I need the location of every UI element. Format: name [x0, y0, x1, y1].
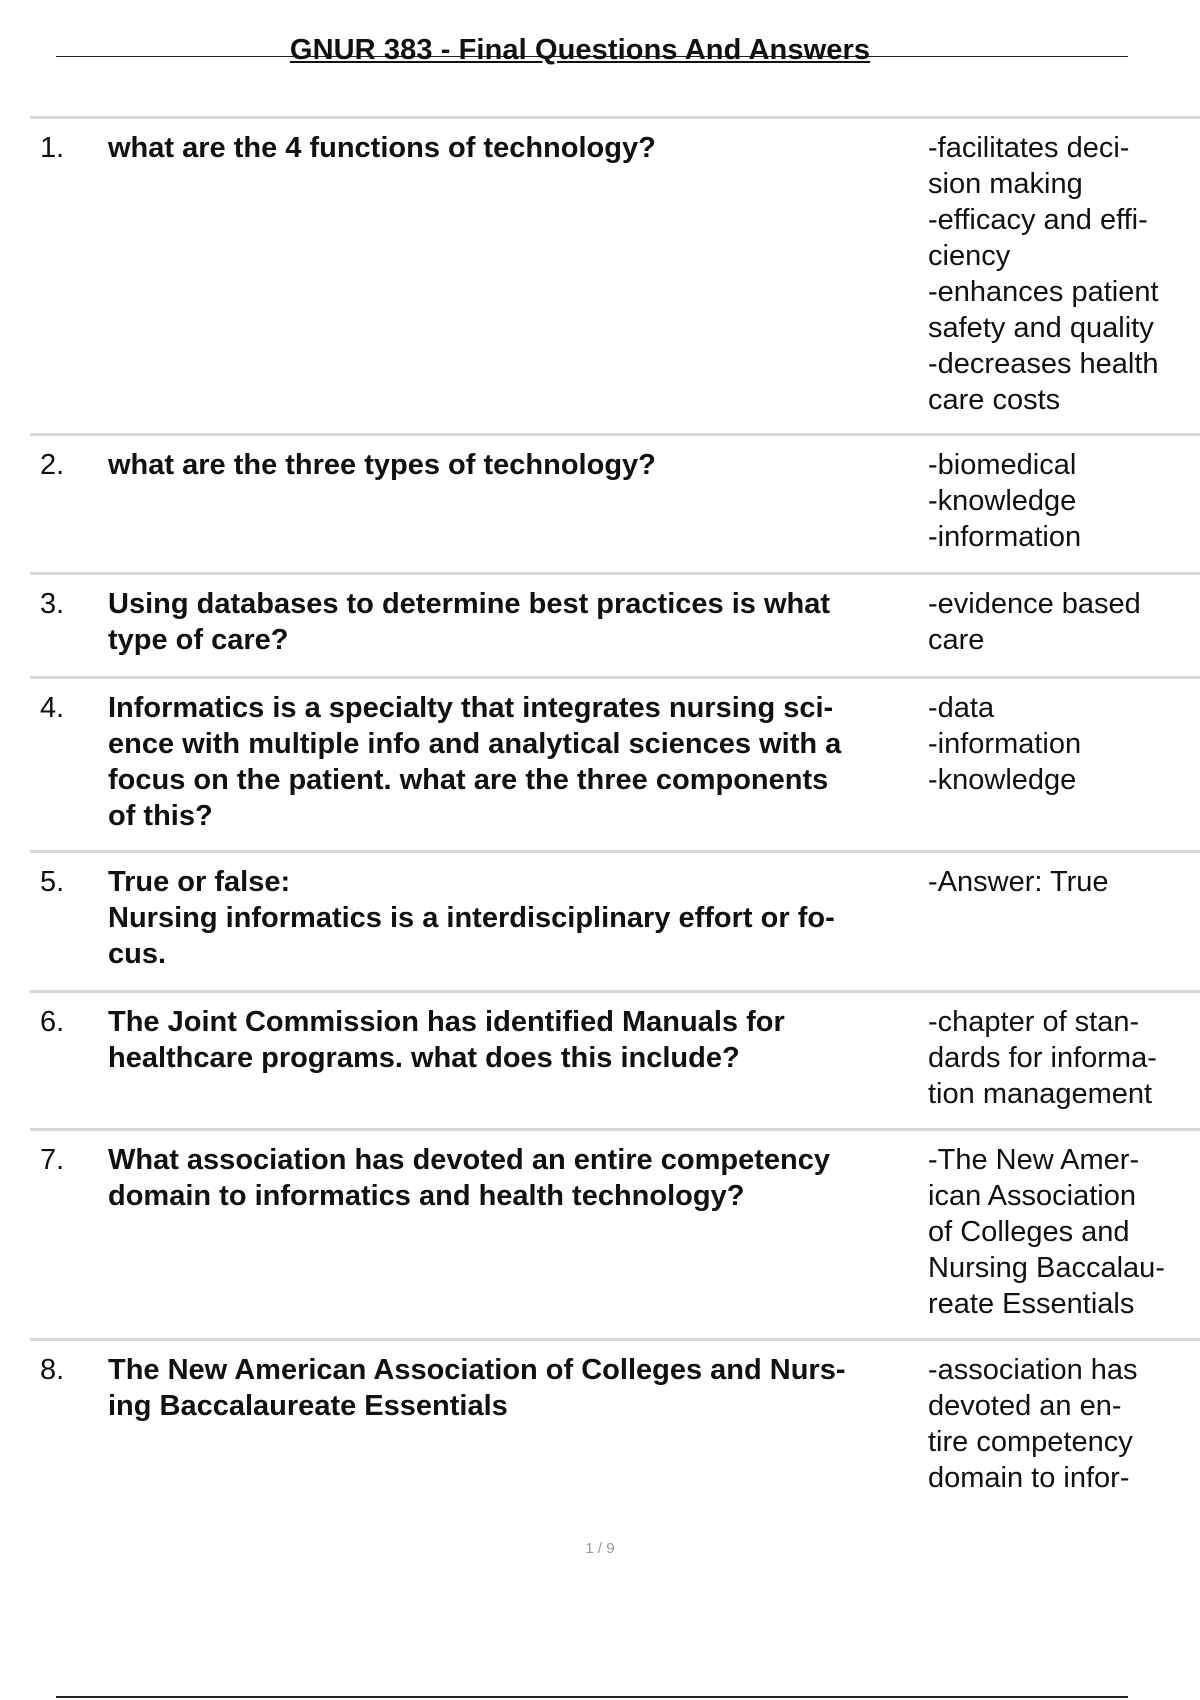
qa-item-2 [30, 433, 1200, 572]
answer-text: -The New Amer- ican Association of Colleges and Nursing Baccalau- reate Essentials [928, 1144, 1165, 1320]
page-indicator: 1 / 9 [585, 1540, 615, 1557]
document-title: GNUR 383 - Final Questions And Answers [289, 34, 871, 66]
footer-rule [56, 1696, 1128, 1698]
question-text: The Joint Commission has identified Manuals for healthcare programs. what does this include? [108, 1006, 785, 1074]
qa-item-1 [30, 116, 1200, 433]
question-number: 1. [40, 132, 65, 164]
question-text: what are the 4 functions of technology? [108, 132, 656, 164]
answer-text: -evidence based care [928, 588, 1141, 656]
question-number: 8. [40, 1354, 65, 1386]
question-text: True or false: Nursing informatics is a interdisciplinary effort or fo- cus. [108, 866, 835, 970]
qa-item-4 [30, 676, 1200, 850]
answer-text: -association has devoted an en- tire competency domain to infor- [928, 1354, 1138, 1494]
answer-text: -facilitates deci- sion making -efficacy and effi- ciency -enhances patient safety and quality -decreases health care costs [928, 132, 1159, 416]
document-title-container [0, 34, 1180, 67]
qa-list [30, 116, 1200, 1508]
answer-text: -data -information -knowledge [928, 692, 1082, 796]
question-text: What association has devoted an entire competency domain to informatics and health technology? [108, 1144, 830, 1212]
question-number: 6. [40, 1006, 65, 1038]
answer-text: -biomedical -knowledge -information [928, 449, 1082, 553]
qa-item-3 [30, 572, 1200, 676]
answer-text: -Answer: True [928, 866, 1109, 898]
question-text: what are the three types of technology? [108, 449, 656, 481]
qa-item-7 [30, 1128, 1200, 1338]
answer-text: -chapter of stan- dards for informa- tion management [928, 1006, 1157, 1110]
question-number: 7. [40, 1144, 65, 1176]
question-number: 2. [40, 449, 65, 481]
question-number: 4. [40, 692, 65, 724]
question-number: 5. [40, 866, 65, 898]
qa-item-6 [30, 990, 1200, 1128]
qa-item-5 [30, 850, 1200, 990]
question-text: The New American Association of Colleges and Nurs- ing Baccalaureate Essentials [108, 1354, 846, 1422]
qa-item-8 [30, 1338, 1200, 1508]
question-text: Informatics is a specialty that integrates nursing sci- ence with multiple info and analytical sciences with a focus on the patient. what are the three components of this? [108, 692, 842, 832]
question-text: Using databases to determine best practices is what type of care? [108, 588, 831, 656]
question-number: 3. [40, 588, 65, 620]
